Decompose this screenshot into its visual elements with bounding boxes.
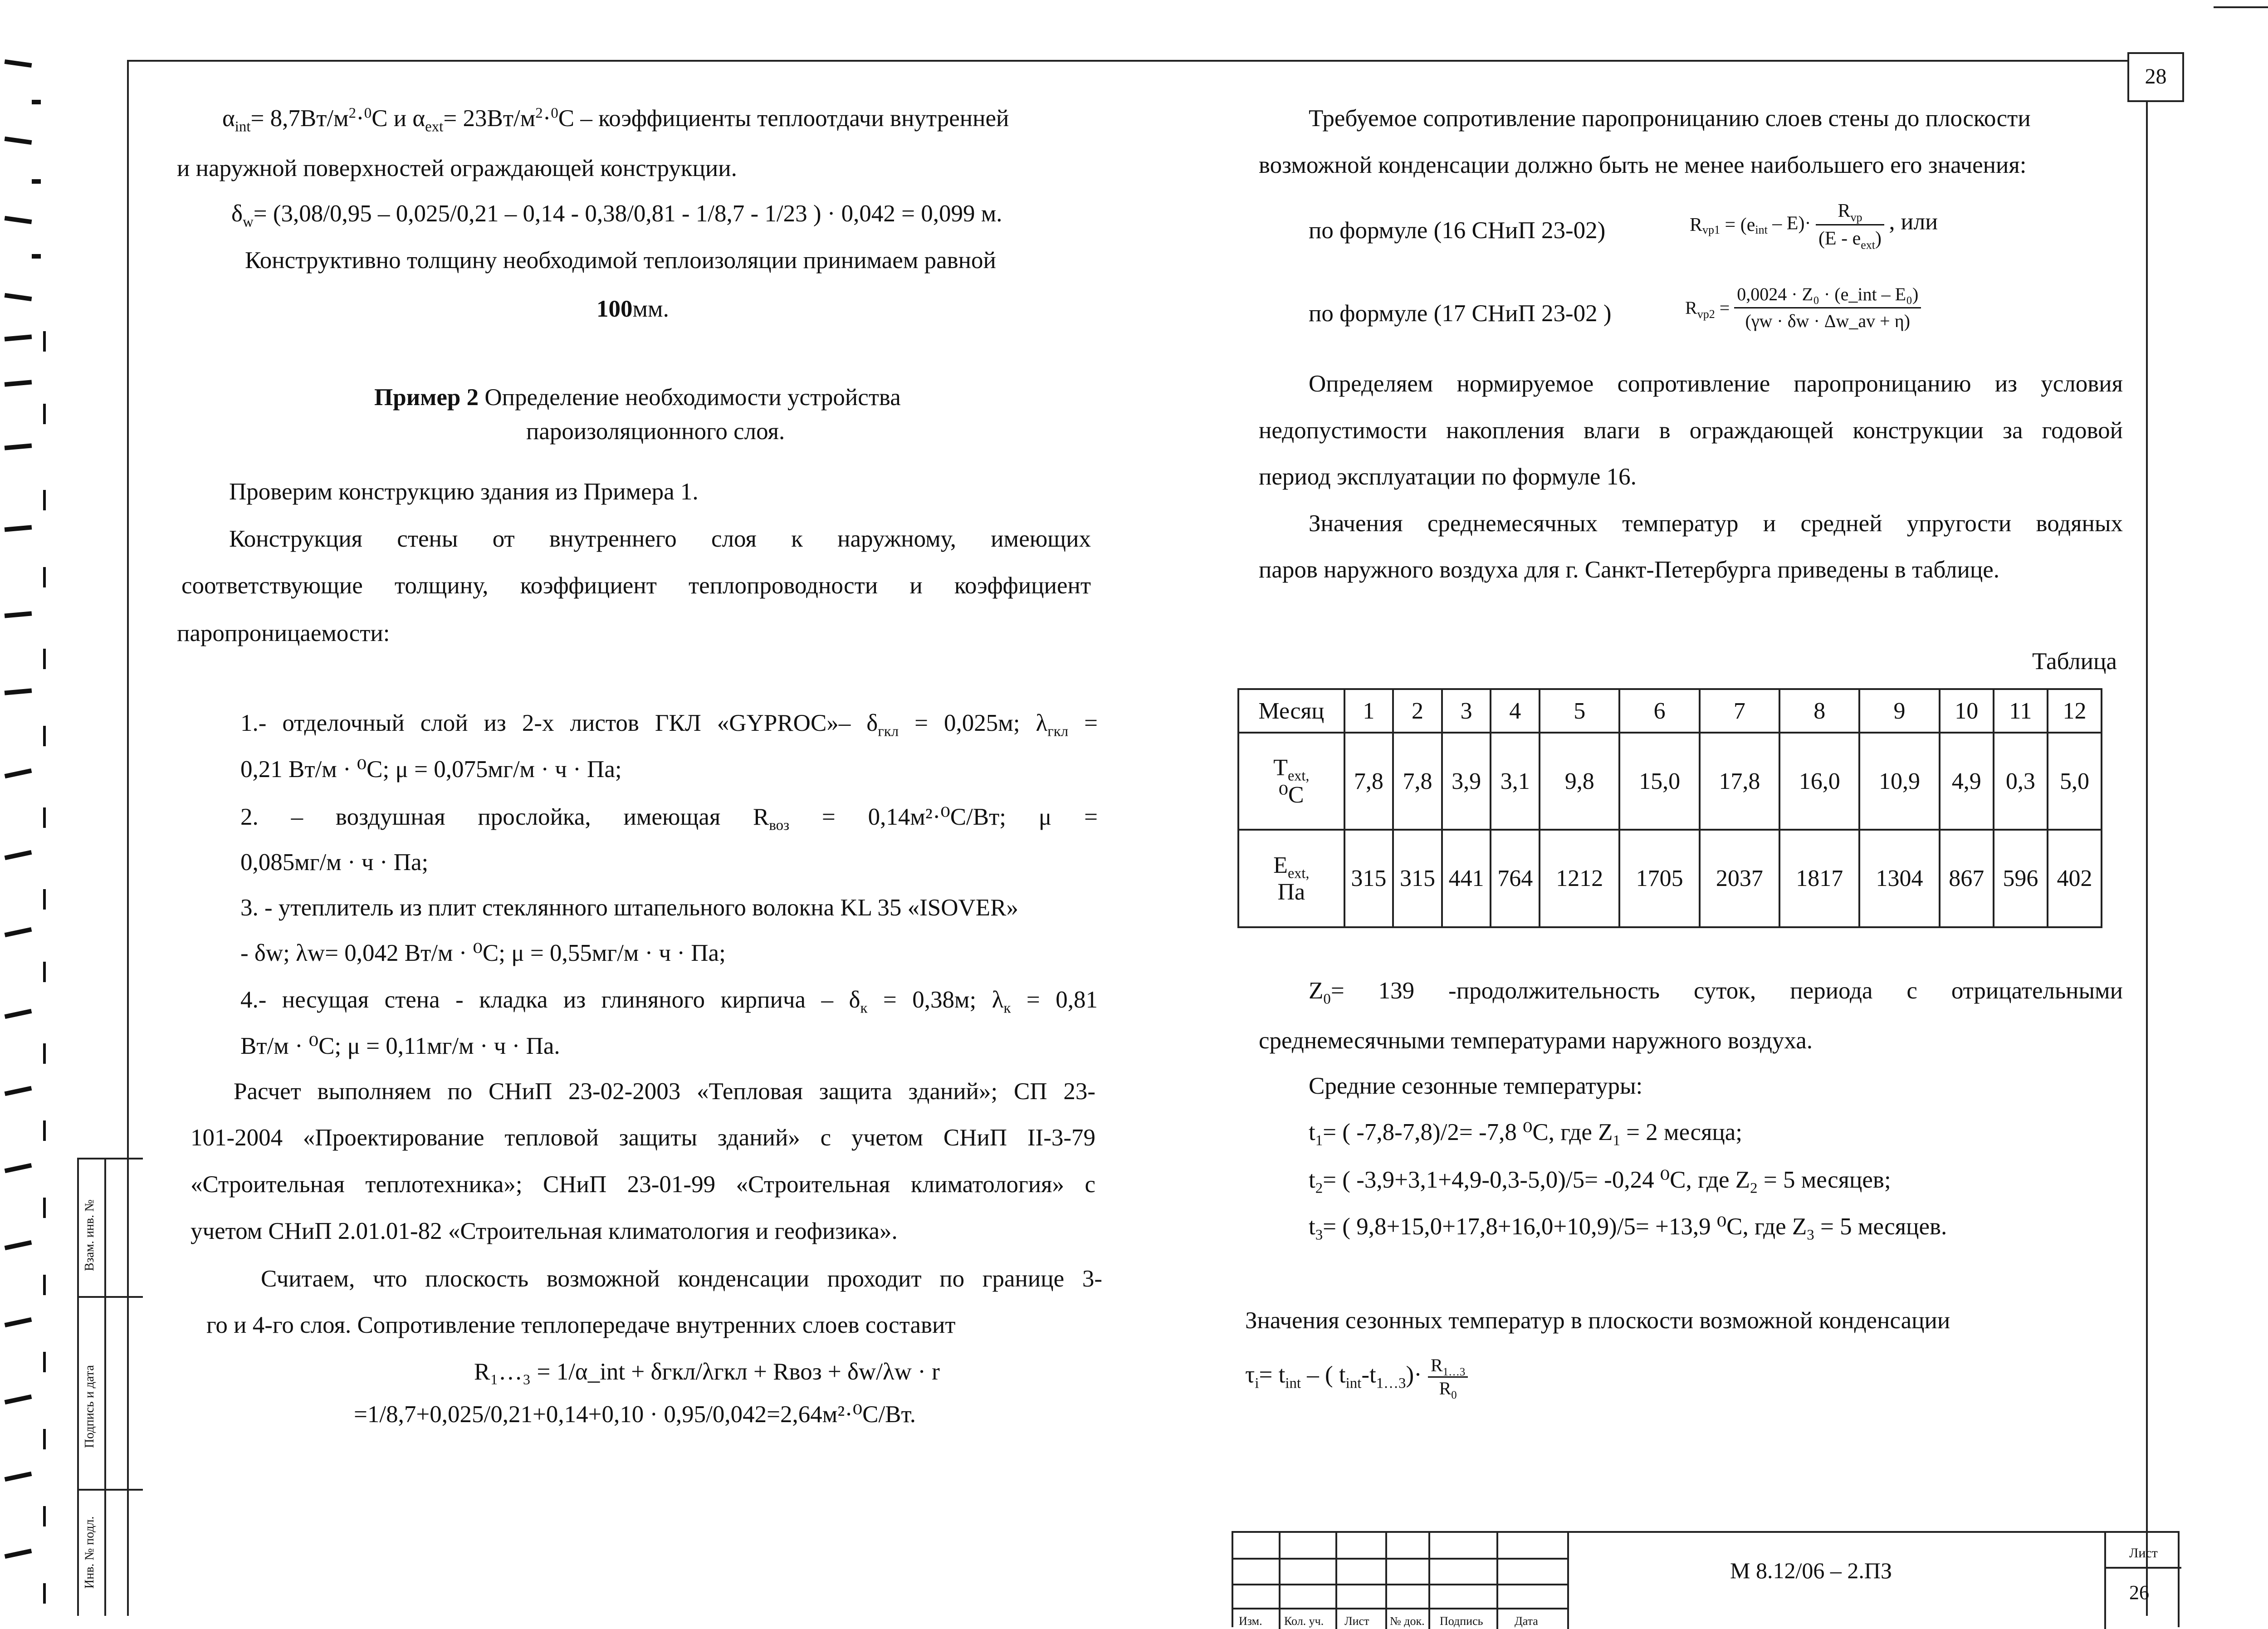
table-cell: 7,8 [1393, 733, 1442, 830]
layer4-line2: Вт/м · ⁰С; μ = 0,11мг/м · ч · Па. [240, 1033, 560, 1059]
table-cell: 3,1 [1491, 733, 1540, 830]
row-label-pressure: $E_{ext,}$ Па [1238, 830, 1344, 927]
formula17-label: по формуле (17 СНиП 23-02 ) [1309, 300, 1612, 327]
t1-line: $t_1=$ ( -7,8-7,8)/2= -7,8 ⁰С, где $Z_1 = 2$ месяца; [1309, 1119, 1742, 1149]
r-formula: R₁…₃ = 1/α_int + δгкл/λгкл + Rвоз + δw/λw · r [474, 1359, 940, 1385]
norm-line2: недопустимости накопления влаги в ограждающей конструкции за годовой [1259, 417, 2123, 444]
month-cell: 9 [1859, 689, 1939, 733]
para1-line1: Конструкция стены от внутреннего слоя к наружному, имеющих [229, 526, 1091, 552]
table-caption: Таблица [2032, 648, 2117, 675]
tb-col-dok: № док. [1390, 1614, 1425, 1628]
table-header-row [1238, 689, 2102, 733]
formula16-fraction: $\frac{R_{vp}}{(E - e_{ext})}$ [1816, 200, 1884, 250]
z0-line2: среднемесячными температурами наружного воздуха. [1259, 1027, 1813, 1054]
corner-line [2214, 6, 2268, 8]
layer1-line1: 1.- отделочный слой из 2-х листов ГКЛ «GYPROC»– $\delta_{гкл} = 0,025м$; $\lambda_{гкл}$ = [240, 710, 1098, 740]
table-cell: 2037 [1700, 830, 1779, 927]
cond-line2: го и 4-го слоя. Сопротивление теплопередаче внутренних слоев составит [206, 1312, 956, 1338]
table-cell: 441 [1442, 830, 1491, 927]
calc-line3: «Строительная теплотехника»; СНиП 23-01-99 «Строительная климатология» с [191, 1171, 1095, 1198]
formula17-fraction: $\frac{\text{0,0024 · Z₀ · (e\_int – E₀)}}{(\gamma w \cdot \delta w \cdot \Delta w\_av + \eta)}$ [1734, 284, 1921, 332]
formula16-label: по формуле (16 СНиП 23-02) [1309, 217, 1606, 244]
formula16: $R_{vp1} = (e_{int} - E)\cdot$ $\frac{R_{vp}}{(E - e_{ext})}$ , или [1690, 201, 1938, 252]
calc-line2: 101-2004 «Проектирование тепловой защиты зданий» с учетом СНиП II-3-79 [191, 1125, 1095, 1151]
table-cell: 10,9 [1859, 733, 1939, 830]
table-cell: 7,8 [1344, 733, 1393, 830]
table-cell: 596 [1994, 830, 2048, 927]
check-line: Проверим конструкцию здания из Примера 1. [229, 479, 699, 505]
para1-line3: паропроницаемости: [177, 620, 390, 646]
month-cell: 1 [1344, 689, 1393, 733]
tb-col-podpis: Подпись [1440, 1614, 1483, 1628]
table-cell: 402 [2048, 830, 2102, 927]
table-header-label: Месяц [1238, 689, 1344, 733]
layer2-line1: 2. – воздушная прослойка, имеющая $R_{воз} = 0,14м^2\cdot^0С/Вт$; μ = [240, 804, 1098, 834]
month-cell: 7 [1700, 689, 1779, 733]
page-number: 28 [2127, 52, 2184, 102]
table-cell: 315 [1393, 830, 1442, 927]
table-cell: 764 [1491, 830, 1540, 927]
layer4-line1: 4.- несущая стена - кладка из глиняного кирпича – $\delta_к = 0,38м$; $\lambda_к = 0,81$ [240, 987, 1098, 1017]
table-cell: 1212 [1540, 830, 1619, 927]
calc-line1: Расчет выполняем по СНиП 23-02-2003 «Тепловая защита зданий»; СП 23- [234, 1078, 1095, 1105]
construction-line: Конструктивно толщину необходимой теплоизоляции принимаем равной [245, 247, 996, 274]
binding-stamp [77, 1158, 143, 1616]
vals-line1: Значения среднемесячных температур и средней упругости водяных [1309, 510, 2123, 537]
req-line1: Требуемое сопротивление паропроницанию слоев стены до плоскости [1309, 105, 2031, 132]
table-cell: 1304 [1859, 830, 1939, 927]
table-cell: 16,0 [1779, 733, 1859, 830]
layer3-line2: - δw; λw= 0,042 Вт/м · ⁰С; μ = 0,55мг/м · ч · Па; [240, 940, 726, 966]
table-cell: 0,3 [1994, 733, 2048, 830]
table-cell: 5,0 [2048, 733, 2102, 830]
layer1-line2: 0,21 Вт/м · ⁰С; μ = 0,075мг/м · ч · Па; [240, 756, 622, 783]
table-cell: 867 [1940, 830, 1994, 927]
month-cell: 2 [1393, 689, 1442, 733]
example-heading-2: пароизоляционного слоя. [526, 418, 785, 445]
tb-col-kol: Кол. уч. [1284, 1614, 1324, 1628]
delta-w-formula: $\delta_w= (3,08/0,95 - 0,025/0,21 - 0,14 - 0,38/0,81 - 1/8,7 - 1/23$ ) · 0,042 = 0,099 м. [231, 201, 1002, 230]
z0-line1: $Z_0= 139$ -продолжительность суток, периода с отрицательными [1309, 978, 2123, 1008]
table-cell: 315 [1344, 830, 1393, 927]
month-cell: 10 [1940, 689, 1994, 733]
month-cell: 8 [1779, 689, 1859, 733]
table-cell: 3,9 [1442, 733, 1491, 830]
month-cell: 5 [1540, 689, 1619, 733]
cond-line1: Считаем, что плоскость возможной конденсации проходит по границе 3- [261, 1266, 1102, 1292]
example-heading: Пример 2 Определение необходимости устройства [374, 384, 901, 411]
tb-col-list: Лист [1344, 1614, 1369, 1628]
month-cell: 12 [2048, 689, 2102, 733]
alpha-line-2: и наружной поверхностей ограждающей конструкции. [177, 155, 737, 181]
table-cell: 4,9 [1940, 733, 1994, 830]
layer2-line2: 0,085мг/м · ч · Па; [240, 849, 429, 876]
layer3-line1: 3. - утеплитель из плит стеклянного штапельного волокна KL 35 «ISOVER» [240, 895, 1018, 921]
r-result: =1/8,7+0,025/0,21+0,14+0,10 · 0,95/0,042=2,64м²·⁰С/Вт. [354, 1401, 916, 1428]
alpha-line: $\alpha_{int}= 8,7Вт/м^2\cdot^0С$ и $\alpha_{ext}= 23Вт/м^2\cdot^0С$ – коэффициенты теплоотдачи внутренней [222, 105, 1009, 135]
stamp-podpis: Подпись и дата [83, 1365, 97, 1448]
sheet-number: 26 [2129, 1581, 2149, 1604]
calc-line4: учетом СНиП 2.01.01-82 «Строительная климатология и геофизика». [191, 1218, 898, 1244]
table-cell: 17,8 [1700, 733, 1779, 830]
t3-line: $t_3=$ ( 9,8+15,0+17,8+16,0+10,9)/5= +13,9 ⁰С, где $Z_3 = 5$ месяцев. [1309, 1213, 1947, 1243]
month-cell: 6 [1619, 689, 1699, 733]
tau-fraction: $\frac{R_{1\dots 3}}{R_0}$ [1428, 1356, 1468, 1398]
title-block [1232, 1531, 2180, 1627]
season-plane-line: Значения сезонных температур в плоскости возможной конденсации [1245, 1307, 1950, 1334]
climate-table [1237, 688, 2102, 928]
stamp-vzam: Взам. инв. № [83, 1199, 97, 1271]
doc-code: М 8.12/06 – 2.ПЗ [1730, 1558, 1892, 1583]
para1-line2: соответствующие толщину, коэффициент теплопроводности и коэффициент [181, 572, 1091, 599]
t2-line: $t_2=$ ( -3,9+3,1+4,9-0,3-5,0)/5= -0,24 ⁰С, где $Z_2 = 5$ месяцев; [1309, 1167, 1891, 1197]
req-line2: возможной конденсации должно быть не менее наибольшего его значения: [1259, 152, 2027, 178]
table-row-temperature [1238, 733, 2102, 830]
table-row-pressure [1238, 830, 2102, 927]
tau-formula: $\tau_i= t_{int}$ – ( $t_{int}-t_{1\dots 3})\cdot$ $\frac{R_{1\dots 3}}{R_0}$ [1245, 1356, 1468, 1398]
sheet-label: Лист [2129, 1546, 2158, 1561]
formula17: $R_{vp2}$ = $\frac{\text{0,0024 · Z₀ · (e\_int – E₀)}}{(\gamma w \cdot \delta w \cdot \Delta w\_av + \eta)}$ [1685, 284, 1921, 332]
row-label-temperature: $T_{ext,}$ ⁰С [1238, 733, 1344, 830]
table-cell: 9,8 [1540, 733, 1619, 830]
table-cell: 1817 [1779, 830, 1859, 927]
norm-line3: период эксплуатации по формуле 16. [1259, 464, 1637, 490]
tb-col-data: Дата [1515, 1614, 1538, 1628]
month-cell: 4 [1491, 689, 1540, 733]
month-cell: 11 [1994, 689, 2048, 733]
norm-line1: Определяем нормируемое сопротивление паропроницанию из условия [1309, 371, 2123, 397]
table-cell: 15,0 [1619, 733, 1699, 830]
table-cell: 1705 [1619, 830, 1699, 927]
stamp-inv: Инв. № подл. [83, 1516, 97, 1589]
construction-value: 100мм. [596, 296, 669, 322]
seasonal-title: Средние сезонные температуры: [1309, 1073, 1643, 1099]
tb-col-izm: Изм. [1239, 1614, 1262, 1628]
month-cell: 3 [1442, 689, 1491, 733]
vals-line2: паров наружного воздуха для г. Санкт-Петербурга приведены в таблице. [1259, 557, 2000, 583]
